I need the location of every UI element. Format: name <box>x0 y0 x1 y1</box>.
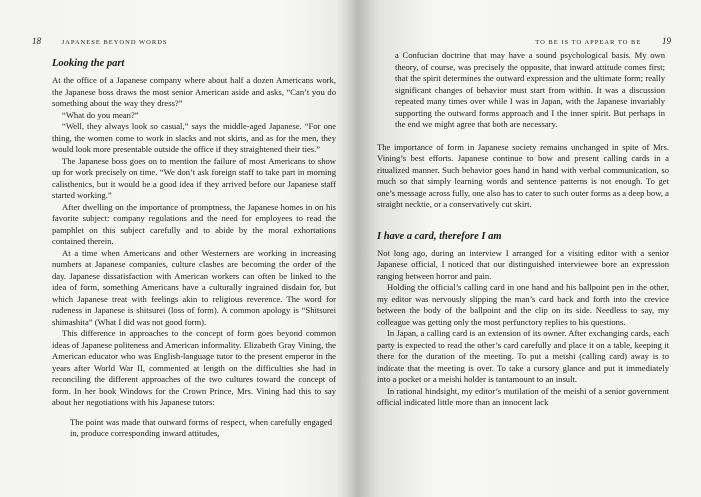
right-running-head-title: TO BE IS TO APPEAR TO BE <box>535 39 642 46</box>
right-page-number: 19 <box>662 36 671 46</box>
right-running-head <box>535 36 671 46</box>
left-running-head-title: JAPANESE BEYOND WORDS <box>61 39 168 46</box>
paragraph: Holding the official’s calling card in one hand and his ballpoint pen in the other, my editor was nervously slipping the man’s card back and forth into the crevice between the body of the ballpoint and the clip on its side. Needless to say, my colleague was getting only the most perfunctory replies to his questions. <box>377 282 669 327</box>
paragraph: After dwelling on the importance of promptness, the Japanese homes in on his favorite subject: company regulations and the need for employees to read the pamphlet on this subject carefully and to abide by the moral exhortations contained therein. <box>52 201 336 246</box>
paragraph: In rational hindsight, my editor’s mutilation of the meishi of a senior government official indicated little more than an innocent lack <box>377 385 669 407</box>
right-page <box>352 0 701 497</box>
left-running-head <box>32 36 168 46</box>
left-page-number: 18 <box>32 36 41 46</box>
paragraph: At the office of a Japanese company where about half a dozen Americans work, the Japanese boss draws the most senior American aside and asks, “Can’t you do something about the way they dress?” <box>52 75 336 108</box>
block-quote-continuation <box>395 50 665 131</box>
paragraph: “What do you mean?” <box>62 109 139 120</box>
left-text-column <box>52 58 336 440</box>
block-quote-start <box>70 417 332 440</box>
paragraph: “Well, they always look so casual,” says the middle-aged Japanese. “For one thing, the women come to work in slacks and not skirts, and as for the men, they would look more presentable outside the office if they straightened their ties.” <box>52 121 336 154</box>
right-text-column <box>377 50 669 409</box>
paragraph: The importance of form in Japanese society remains unchanged in spite of Mrs. Vining’s best efforts. Japanese continue to bow and present calling cards in a ritualized manner. Such behavior goes hand in hand with verbal communication, so much so that simply learning words and sentence patterns is not enough. To get one’s message across fully, one also has to cater to such outer forms as a deep bow, a straight necktie, or a conservatively cut skirt. <box>377 141 669 209</box>
block-quote-text: a Confucian doctrine that may have a sound psychological basis. My own theory, of course, was precisely the opposite, that inward attitude comes first; that the spirit determines the outward expression and the ultimate form; really significant changes of behavior must start from within. It was a discussion repeated many times over while I was in Japan, with the Japanese invariably supporting the outward forms approach and I the inner spirit. But perhaps in the end we might agree that both are necessary. <box>395 50 665 129</box>
paragraph: Not long ago, during an interview I arranged for a visiting editor with a senior Japanese official, I noticed that our distinguished interviewee bore an expression ranging between horror and pain. <box>377 247 669 281</box>
block-quote-text: The point was made that outward forms of respect, when carefully engaged in, produce corresponding inward attitudes, <box>70 416 332 438</box>
section-title-looking-the-part: Looking the part <box>52 58 125 69</box>
section-title-card: I have a card, therefore I am <box>377 230 502 242</box>
left-page <box>0 0 340 497</box>
paragraph: This difference in approaches to the concept of form goes beyond common ideas of Japanese politeness and American informality. Elizabeth Gray Vining, the American educator who was English-language tutor to the present emperor in the years after World War II, commented at length on the difficulties she had in reconciling the different approaches of the two cultures toward the concept of form. In her book Windows for the Crown Prince, Mrs. Vining had this to say about her negotiations with his Japanese tutors: <box>52 328 336 407</box>
paragraph: In Japan, a calling card is an extension of its owner. After exchanging cards, each party is expected to read the other’s card carefully and place it on a table, keeping it there for the duration of the meeting. To put a meishi (calling card) away is to indicate that the meeting is over. To take a cursory glance and put it immediately into a pocket or a meishi holder is tantamount to an insult. <box>377 328 669 384</box>
paragraph: The Japanese boss goes on to mention the failure of most Americans to show up for work precisely on time. “We don’t ask foreign staff to take part in morning calisthenics, but it would be a good idea if they arrived before our Japanese staff started working.” <box>52 155 336 200</box>
paragraph: At a time when Americans and other Westerners are working in increasing numbers at Japanese companies, culture clashes are becoming the order of the day. Japanese dissatisfaction with American workers can often be linked to the idea of form, something Americans have a culturally ingrained disdain for, but which Japanese treat with feelings akin to religious reverence. The word for rudeness in Japanese is shitsurei (loss of form). A common apology is “Shitsurei shimashita” (What I did was not good form). <box>52 247 336 327</box>
